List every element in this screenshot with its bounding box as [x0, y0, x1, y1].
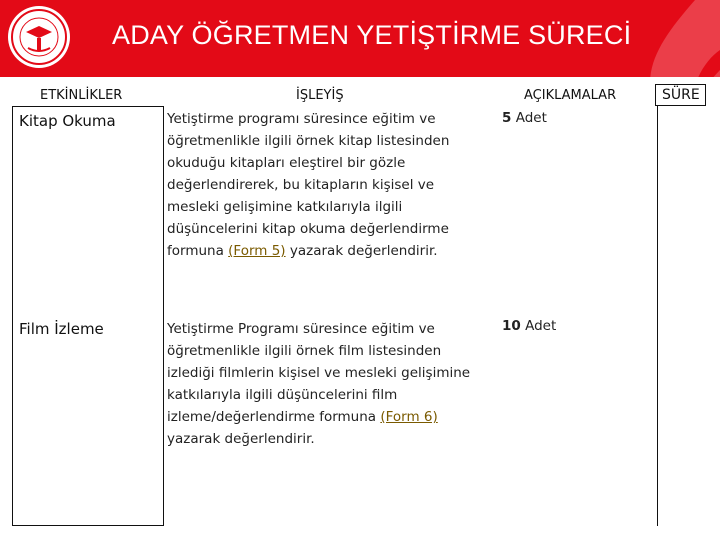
process-line: katkılarıyla ilgili düşüncelerini film — [167, 387, 398, 403]
form-5-link[interactable]: (Form 5) — [228, 243, 286, 259]
process-line-last — [167, 240, 497, 262]
process-line: Yetiştirme programı süresince eğitim ve — [167, 111, 436, 127]
process-line: okuduğu kitapları eleştirel bir gözle — [167, 155, 406, 171]
process-line: öğretmenlikle ilgili örnek film listesinden — [167, 343, 442, 359]
count-unit: Adet — [520, 318, 557, 334]
process-line: mesleki gelişimine katkılarıyla ilgili — [167, 199, 403, 215]
process-line: izlediği filmlerin kişisel ve mesleki gelişimine — [167, 365, 471, 381]
slide-title: ADAY ÖĞRETMEN YETİŞTİRME SÜRECİ — [112, 20, 632, 50]
process-text-prefix: izleme/değerlendirme formuna — [167, 409, 381, 425]
count-unit: Adet — [511, 110, 547, 126]
header-activities: ETKİNLİKLER — [40, 88, 123, 103]
header-process: İŞLEYİŞ — [296, 88, 344, 103]
row-label-film-watching: Film İzleme — [19, 320, 104, 338]
process-line: değerlendirerek, bu kitapların kişisel ve — [167, 177, 435, 193]
activity-column — [12, 106, 164, 526]
slide-header — [0, 0, 720, 77]
count-book-reading — [502, 110, 547, 126]
process-line-link — [167, 406, 497, 428]
header-duration: SÜRE — [662, 87, 700, 103]
process-text-book-reading — [167, 108, 497, 262]
process-line: öğretmenlikle ilgili örnek kitap listesinden — [167, 133, 450, 149]
form-6-link[interactable]: (Form 6) — [380, 409, 438, 425]
process-text-suffix: yazarak değerlendirir. — [285, 243, 438, 259]
process-line: Yetiştirme Programı süresince eğitim ve — [167, 321, 435, 337]
duration-column — [495, 106, 658, 526]
flame-icon — [600, 0, 720, 77]
process-line: düşüncelerini kitap okuma değerlendirme — [167, 221, 449, 237]
process-line-final: yazarak değerlendirir. — [167, 431, 315, 447]
header-notes: AÇIKLAMALAR — [524, 88, 617, 103]
count-number: 5 — [502, 110, 512, 126]
process-text-prefix: formuna — [167, 243, 229, 259]
ministry-seal-icon — [6, 4, 72, 70]
count-number: 10 — [502, 318, 521, 334]
row-label-book-reading: Kitap Okuma — [19, 112, 116, 130]
process-text-film-watching — [167, 318, 497, 450]
count-film-watching — [502, 318, 556, 334]
